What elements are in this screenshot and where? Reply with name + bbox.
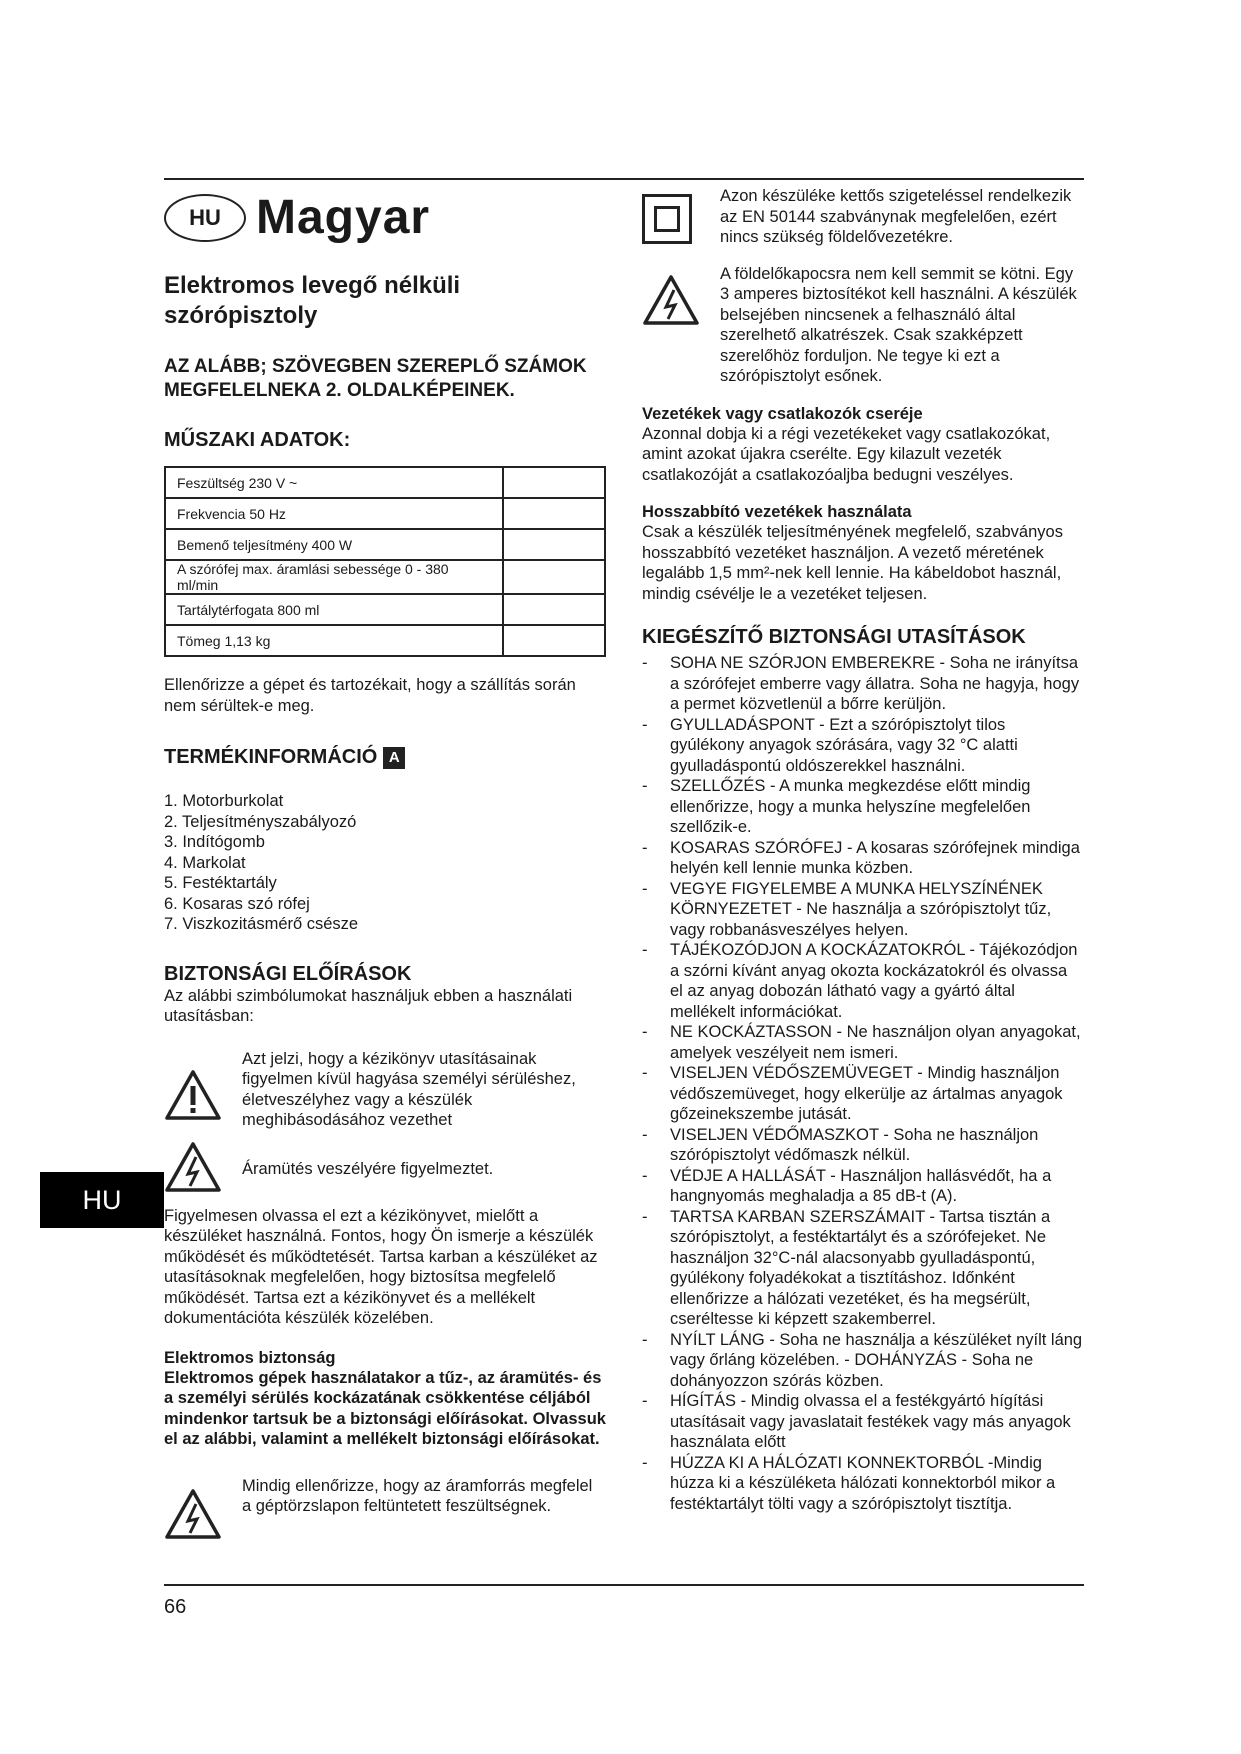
list-item: - VISELJEN VÉDŐSZEMÜVEGET - Mindig használjon védőszemüveget, hogy elkerülje az ártalmas anyagok gőzeinekszembe jutását. [642, 1063, 1084, 1125]
electric-shock-icon [164, 1476, 242, 1545]
spec-cell: A szórófej max. áramlási sebessége 0 - 380 ml/min [165, 560, 503, 594]
read-manual-paragraph: Figyelmesen olvassa el ezt a kézikönyvet, mielőtt a készüléket használná. Fontos, hogy Ön ismerje a készülék működését és működtetését. Tartsa karban a készüléket az utasításoknak megfelelően, hogy biztosítsa megfelelő működését. Tartsa ezt a kézikönyvet és a mellékelt dokumentációta készülék közelében. [164, 1206, 598, 1327]
spec-cell: Tömeg 1,13 kg [165, 625, 503, 656]
table-row [165, 529, 605, 560]
language-title: Magyar [256, 191, 431, 244]
extension-heading: Hosszabbító vezetékek használata [642, 503, 912, 521]
electrical-safety-heading: Elektromos biztonság [164, 1348, 336, 1367]
top-rule [164, 178, 1084, 180]
spec-cell: Feszültség 230 V ~ [165, 467, 503, 498]
list-item: - GYULLADÁSPONT - Ezt a szórópisztolyt tilos gyúlékony anyagok szórására, vagy 32 °C alatti gyulladáspontú oldószerekkel használni. [642, 715, 1084, 777]
parts-list [164, 791, 606, 935]
voltage-warning [164, 1476, 606, 1545]
table-row [165, 594, 605, 625]
double-insulation-icon [642, 194, 692, 244]
product-info-title: TERMÉKINFORMÁCIÓ [164, 746, 378, 768]
right-column [642, 186, 1084, 1514]
spec-value-cell [503, 529, 605, 560]
warning-triangle-icon [164, 1069, 222, 1126]
tech-heading: MŰSZAKI ADATOK: [164, 429, 351, 451]
spec-cell: Tartálytérfogata 800 ml [165, 594, 503, 625]
spec-value-cell [503, 498, 605, 529]
list-item: - HÚZZA KI A HÁLÓZATI KONNEKTORBÓL -Mindig húzza ki a készüléketa hálózati konnektorból mikor a festéktartályt tölti vagy a szórópisztolyt tisztítja. [642, 1453, 1084, 1515]
spec-cell: Frekvencia 50 Hz [165, 498, 503, 529]
bottom-rule [164, 1584, 1084, 1586]
electrical-safety-text: Elektromos gépek használatakor a tűz-, az áramütés- és a személyi sérülés kockázatának csökkentése céljából mindenkor tartsuk be a biztonsági előírásokat. Olvassuk el az alábbi, valamint a mellékelt biztonsági előírásokat. [164, 1368, 606, 1448]
list-item: 2. Teljesítményszabályozó [164, 812, 357, 831]
list-item: - VÉDJE A HALLÁSÁT - Használjon hallásvédőt, ha a hangnyomás meghaladja a 85 dB-t (A). [642, 1166, 1084, 1207]
extension-text: Csak a készülék teljesítményének megfelelő, szabványos hosszabbító vezetéket használjon. A vezető méretének legalább 1,5 mm²-nek kell lennie. Ha kábeldobot használ, mindig csévélje le a vezetéket teljesen. [642, 523, 1063, 603]
warning-text: Azt jelzi, hogy a kézikönyv utasításainak figyelmen kívül hagyása személyi sérüléshez, életveszélyhez vagy a készülék meghibásodásához vezethet [242, 1049, 576, 1129]
safety-heading: BIZTONSÁGI ELŐÍRÁSOK [164, 962, 412, 985]
spec-cell: Bemenő teljesítmény 400 W [165, 529, 503, 560]
side-language-tab: HU [40, 1172, 164, 1228]
cable-heading: Vezetékek vagy csatlakozók cseréje [642, 404, 923, 423]
list-item: - HÍGÍTÁS - Mindig olvassa el a festékgyártó hígítási utasításait vagy javaslatait festékek vagy más anyagok használata előtt [642, 1391, 1084, 1453]
left-column [164, 186, 606, 1545]
safety-intro: Az alábbi szimbólumokat használjuk ebben a használati utasításban: [164, 986, 573, 1025]
table-row [165, 467, 605, 498]
list-item: - TÁJÉKOZÓDJON A KOCKÁZATOKRÓL - Tájékozódjon a szórni kívánt anyag okozta kockázatokról és olvassa el az anyag dobozán látható vagy a gyártó által mellékelt információkat. [642, 940, 1084, 1022]
spec-value-cell [503, 467, 605, 498]
product-info-heading [164, 746, 606, 769]
spec-table [164, 466, 606, 657]
electric-shock-icon [642, 264, 720, 331]
spec-value-cell [503, 560, 605, 594]
language-badge: HU [164, 194, 246, 242]
list-item: 5. Festéktartály [164, 874, 277, 892]
page-number: 66 [164, 1596, 187, 1618]
list-item: - VEGYE FIGYELEMBE A MUNKA HELYSZÍNÉNEK KÖRNYEZETET - Ne használja a szórópisztolyt tűz, vagy robbanásveszélyes helyen. [642, 879, 1084, 941]
table-row [165, 560, 605, 594]
voltage-text: Mindig ellenőrizze, hogy az áramforrás megfelel a géptörzslapon feltüntetett feszültségnek. [242, 1476, 593, 1515]
intro-heading: AZ ALÁBB; SZÖVEGBEN SZEREPLŐ SZÁMOK MEGFELELNEKA 2. OLDALKÉPEINEK. [164, 356, 587, 401]
figure-tag: A [383, 747, 405, 769]
shock-warning [164, 1141, 606, 1198]
list-item: - KOSARAS SZÓRÓFEJ - A kosaras szórófejnek mindiga helyén kell lennie munka közben. [642, 838, 1084, 879]
list-item: 1. Motorburkolat [164, 792, 284, 810]
list-item: 6. Kosaras szó rófej [164, 894, 310, 913]
double-insulation-text: Azon készüléke kettős szigeteléssel rendelkezik az EN 50144 szabványnak megfelelően, ezért nincs szükség földelővezetékre. [720, 187, 1072, 246]
shock-text: Áramütés veszélyére figyelmeztet. [242, 1159, 494, 1178]
spec-value-cell [503, 594, 605, 625]
table-row [165, 625, 605, 656]
table-row [165, 498, 605, 529]
ground-warning [642, 264, 1084, 387]
extra-safety-list [642, 653, 1084, 1514]
product-title: Elektromos levegő nélküli szórópisztoly [164, 272, 461, 329]
check-paragraph: Ellenőrizze a gépet és tartozékait, hogy a szállítás során nem sérültek-e meg. [164, 676, 576, 715]
general-warning [164, 1049, 606, 1131]
double-insulation-block [642, 186, 1084, 248]
cable-text: Azonnal dobja ki a régi vezetékeket vagy csatlakozókat, amint azokat újakra cserélte. Egy kilazult vezeték csatlakozóját a csatlakozóaljba bedugni veszélyes. [642, 424, 1051, 484]
list-item: 3. Indítógomb [164, 833, 265, 851]
list-item: 7. Viszkozitásmérő csésze [164, 915, 359, 933]
extra-safety-heading: KIEGÉSZÍTŐ BIZTONSÁGI UTASÍTÁSOK [642, 626, 1026, 648]
list-item: - SOHA NE SZÓRJON EMBEREKRE - Soha ne irányítsa a szórófejet emberre vagy állatra. Soha ne hagyja, hogy a permet közvetlenül a bőrre kerüljön. [642, 653, 1084, 715]
list-item: - NE KOCKÁZTASSON - Ne használjon olyan anyagokat, amelyek veszélyeit nem ismeri. [642, 1022, 1084, 1063]
list-item: - TARTSA KARBAN SZERSZÁMAIT - Tartsa tisztán a szórópisztolyt, a festéktartályt és a szórófejeket. Ne használjon 32°C-nál alacsonyabb gyulladáspontú, gyúlékony folyadékokat a tisztításhoz. Időnként ellenőrizze a hálózati vezetéket, és ha megsérült, cseréltesse ki képzett szakemberrel. [642, 1207, 1084, 1330]
list-item: - SZELLŐZÉS - A munka megkezdése előtt mindig ellenőrizze, hogy a munka helyszíne megfelelően szellőzik-e. [642, 776, 1084, 838]
list-item: - VISELJEN VÉDŐMASZKOT - Soha ne használjon szórópisztolyt védőmaszk nélkül. [642, 1125, 1084, 1166]
electric-shock-icon [164, 1141, 242, 1198]
language-title-row [164, 190, 606, 245]
list-item: - NYÍLT LÁNG - Soha ne használja a készüléket nyílt láng vagy őrláng közelében. - DOHÁNYZÁS - Soha ne dohányozzon szórás közben. [642, 1330, 1084, 1392]
spec-value-cell [503, 625, 605, 656]
ground-text: A földelőkapocsra nem kell semmit se kötni. Egy 3 amperes biztosítékot kell használni. A készülék belsejében nincsenek a felhasználó által szerelhető alkatrészek. Csak szakképzett szerelőhöz forduljon. Ne tegye ki ezt a szórópisztolyt esőnek. [720, 264, 1077, 385]
list-item: 4. Markolat [164, 853, 246, 872]
